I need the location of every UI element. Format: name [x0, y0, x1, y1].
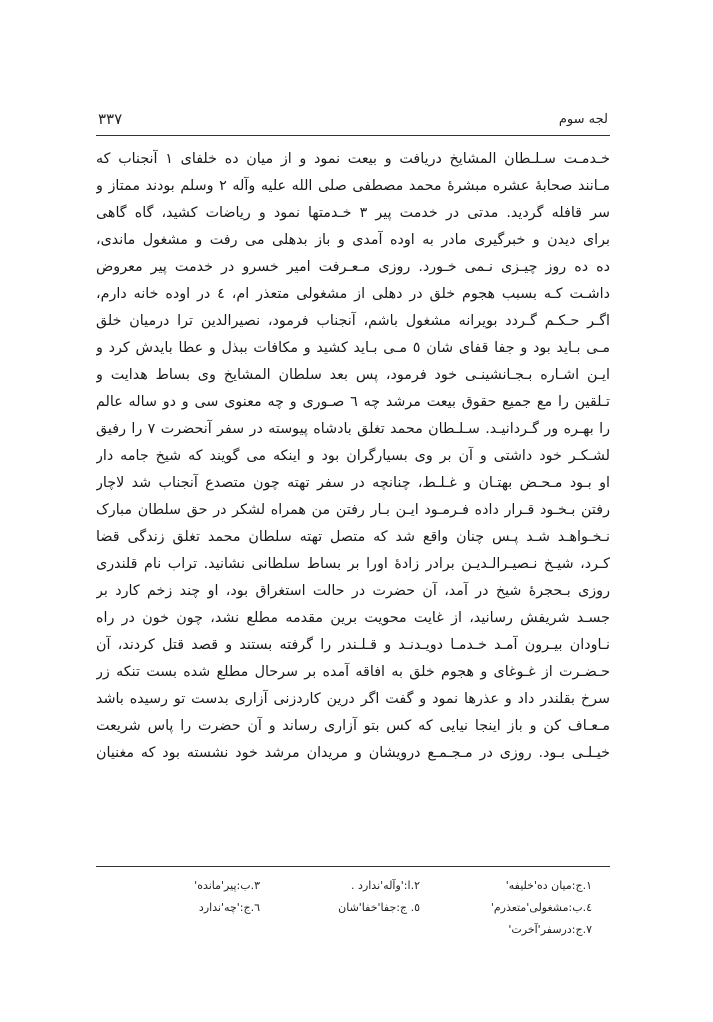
footnote-row	[96, 875, 610, 897]
footnote: ۷.ج:درسفر'آخرت'	[508, 923, 592, 936]
footnotes	[96, 875, 610, 941]
section-title: لجه سوم	[558, 112, 608, 127]
footnote: ٥. ج:جفا'خفا'شان	[338, 901, 420, 914]
text-line: جسـد شریفش رسانید، از غایت محویت برین مقدمه مطلع نشد، چون خون در راه	[96, 610, 610, 626]
text-line: مـانند صحابهٔ عشره مبشرهٔ محمد مصطفی صلی الله علیه وآله ۲ وسلم بودند ممتاز و	[96, 178, 610, 194]
text-line: خـدمـت سـلـطان المشایخ دریافت و بیعت نمود و از میان ده خلفای ۱ آنجناب که	[96, 151, 610, 167]
footnote: ٤.ب:مشغولی'متعذرم'	[490, 901, 592, 914]
text-line: سر قافله گردید. مدتی در خدمت پیر ۳ خـدمتها نمود و ریاضات کشید، گاه گاهی	[96, 205, 610, 221]
footnote: ٦.ج:'چه'ندارد	[198, 901, 260, 914]
footnote: ۱.ج:میان ده'خلیفه'	[505, 879, 592, 892]
text-line: حـضـرت از غـوغای و هجوم خلق به افاقه آمده بر سرحال مطلع شده بست تنکه زر	[96, 664, 610, 680]
page-number: ۳۳۷	[98, 110, 123, 128]
text-line: ایـن اشـاره بـجـانشینـی خود فرمود، پس بعد سلطان المشایخ وی بساط هدایت و	[96, 367, 610, 383]
header-rule	[96, 135, 610, 136]
text-line: او بـود مـحـض بهتـان و غـلـط، چنانچه در سفر تهته چون متصدع آنجناب شد لاچار	[96, 475, 610, 491]
footnote: ۲.ا:'وآله'ندارد .	[351, 879, 420, 892]
text-line: مـعـاف کن و باز اینجا نیایی که کس بتو آزاری رساند و آن حضرت را پاس شریعت	[96, 718, 610, 734]
running-header	[98, 110, 608, 134]
text-line: روزی بـحجرهٔ شیخ در آمد، آن حضرت در حالت استغراق بود، او چند زخم کارد بر	[96, 583, 610, 599]
text-line: برای دیدن و خبرگیری مادر به اوده آمدی و باز بدهلی می رفت و مشغول ماندی،	[96, 232, 610, 248]
text-line: خیـلـی بـود. روزی در مـجـمـع درویشان و مریدان مرشد خود نشسته بود که مغنیان	[96, 745, 610, 761]
text-line: تـلقین را مع جمیع حقوق بیعت مرشد چه ٦ صـوری و چه معنوی سی و دو ساله عالم	[96, 394, 610, 410]
body-text	[96, 146, 610, 767]
text-line: را بهـره ور گـردانیـد. سـلـطان محمد تغلق بادشاه پیوسته در سفر آنحضرت ۷ را رفیق	[96, 421, 610, 437]
text-line: لشـکـر خود داشتی و آن بر وی بسیارگران بود و اینکه می گویند که شیخ جامه دار	[96, 448, 610, 464]
footnote-row	[96, 919, 610, 941]
footnote: ۳.ب:پیر'مانده'	[194, 879, 260, 892]
text-line: نـخـواهـد شـد پـس چنان واقع شد که متصل تهته سلطان محمد تغلق زندگی قضا	[96, 529, 610, 545]
text-line: نـاودان بیـرون آمـد خـدمـا دویـدنـد و قـلـندر را گرفته بستند و قصد قتل کردند، آن	[96, 637, 610, 653]
footnote-row	[96, 897, 610, 919]
text-line: داشـت کـه بسبب هجوم خلق در دهلی از مشغولی متعذر ام، ٤ در اوده خانه دارم،	[96, 286, 610, 302]
text-line: کـرد، شیـخ نـصیـرالـدیـن برادر زادهٔ اورا بر بساط سلطانی نشانید. تراب نام قلندری	[96, 556, 610, 572]
footnote-rule	[96, 866, 610, 867]
text-line: رفتن بـخـود قـرار داده فـرمـود ایـن بـار رفتن من همراه لشکر در حق سلطان مبارک	[96, 502, 610, 518]
text-line: ده ده روز چیـزی نـمی خـورد. روزی مـعـرفت امیر خسرو در خدمت پیر معروض	[96, 259, 610, 275]
text-line: مـی بـاید بود و جفا قفای شان ٥ مـی بـاید کشید و مکافات ببذل و عطا بایدش کرد و	[96, 340, 610, 356]
text-line: اگـر حـکـم گـردد بویرانه مشغول باشم، آنجناب فرمود، نصیرالدین ترا درمیان خلق	[96, 313, 610, 329]
text-line: سرخ بقلندر داد و عذرها نمود و گفت اگر درین کاردزنی آزاری بدست تو رسیده باشد	[96, 691, 610, 707]
